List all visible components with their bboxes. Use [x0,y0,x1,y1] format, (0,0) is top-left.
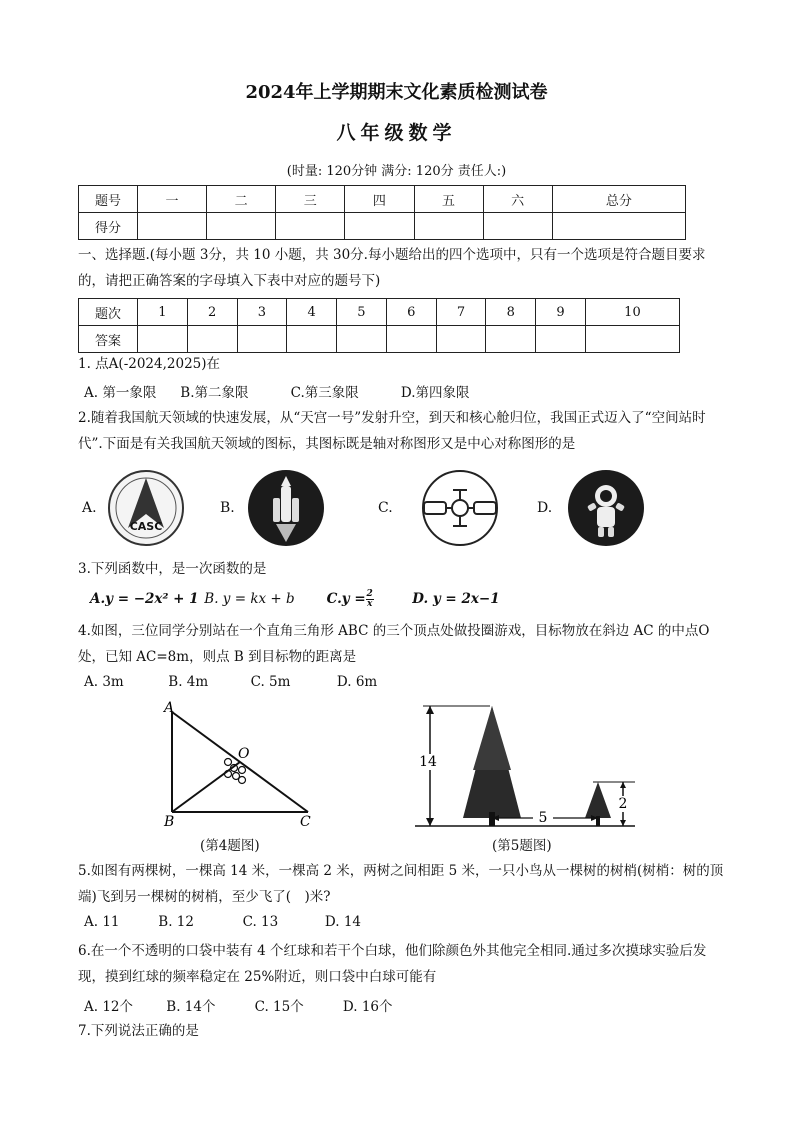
option-a[interactable]: A.y = −2x² + 1 [90,591,199,607]
vertex-b-label: B [164,814,175,830]
casc-logo-icon [106,468,186,548]
answer-cell[interactable] [486,326,536,353]
table-cell: 一 [138,186,207,213]
table-cell: 总分 [552,186,685,213]
median-bo [172,762,240,812]
score-cell[interactable] [138,213,207,240]
q2-label-a[interactable]: A. [82,500,97,516]
tall-tree-icon [463,706,521,826]
option-b[interactable]: B.第二象限 [180,385,249,401]
table-row [79,213,686,240]
answer-cell[interactable] [237,326,287,353]
table-cell: 六 [483,186,552,213]
ring-target-icon [225,759,246,784]
table-cell: 6 [386,299,436,326]
fraction [366,590,374,609]
table-row [79,186,686,213]
option-c[interactable] [327,590,374,609]
frac-den: x [366,599,373,609]
answer-cell[interactable] [187,326,237,353]
height-2-label: 2 [618,796,628,812]
q6-options [84,995,393,1015]
q6-stem: 6.在一个不透明的口袋中装有 4 个红球和若干个白球，他们除颜色外其他完全相同.通过多次摸球实验后发现，摸到红球的频率稳定在 25%附近，则口袋中白球可能有 [78,943,707,985]
option-a[interactable]: A. 11 [84,914,120,930]
table-cell: 题号 [79,186,138,213]
q2-label-d[interactable]: D. [537,500,553,516]
option-a[interactable]: A. 12个 [84,999,134,1015]
option-c[interactable]: C. 13 [242,914,279,930]
distance-5-label: 5 [538,810,548,826]
q4-stem: 4.如图，三位同学分别站在一个直角三角形 ABC 的三个顶点处做投圈游戏，目标物放在斜边 AC 的中点O处，已知 AC=8m，则点 B 到目标物的距离是 [78,623,710,665]
option-a[interactable]: A. 第一象限 [84,385,157,401]
exam-meta: (时量: 120分钟 满分: 120分 责任人:) [286,164,507,179]
trees-figure [415,700,645,835]
q3-stem: 3.下列函数中，是一次函数的是 [78,561,267,577]
rocket-logo-icon [246,468,326,548]
table-row [79,299,680,326]
table-cell: 9 [536,299,586,326]
table-cell: 二 [207,186,276,213]
exam-title: 2024年上学期期末文化素质检测试卷 [245,82,548,103]
option-d[interactable]: D. y = 2x−1 [412,591,500,607]
option-b[interactable]: B. 12 [158,914,194,930]
option-d[interactable]: D. 6m [336,674,378,690]
answer-cell[interactable] [287,326,337,353]
table-cell: 三 [276,186,345,213]
fig5-caption: (第5题图) [492,838,552,854]
table-cell: 2 [187,299,237,326]
q5-options [84,914,361,930]
table-cell: 4 [287,299,337,326]
triangle-figure [160,700,330,830]
option-b[interactable]: B. 14个 [166,999,216,1015]
table-row [79,326,680,353]
score-cell[interactable] [345,213,414,240]
table-cell: 3 [237,299,287,326]
q5-stem: 5.如图有两棵树，一棵高 14 米，一棵高 2 米，两树之间相距 5 米，一只小鸟从一棵树的树梢(树梢：树的顶端)飞到另一棵树的树梢，至少飞了( )米? [78,863,724,905]
fig4-caption: (第4题图) [200,838,260,854]
answer-table [78,298,680,353]
table-cell: 四 [345,186,414,213]
astronaut-logo-icon [566,468,646,548]
q2-label-b[interactable]: B. [220,500,235,516]
q7-stem: 7.下列说法正确的是 [78,1023,199,1039]
q4-options [84,674,377,690]
option-c[interactable]: C. 5m [250,674,291,690]
score-cell[interactable] [414,213,483,240]
score-cell[interactable] [552,213,685,240]
section1-intro: 一、选择题.(每小题 3分，共 10 小题，共 30分.每小题给出的四个选项中，只有一个选项是符合题目要求的，请把正确答案的字母填入下表中对应的题号下) [78,247,706,289]
table-cell: 5 [337,299,387,326]
answer-cell[interactable] [585,326,679,353]
q1-options [84,381,470,401]
option-c[interactable]: C. 15个 [254,999,304,1015]
table-cell: 答案 [79,326,138,353]
answer-cell[interactable] [536,326,586,353]
option-d[interactable]: D.第四象限 [400,385,470,401]
exam-subtitle: 八年级数学 [336,122,457,144]
table-cell: 8 [486,299,536,326]
option-c[interactable]: C.第三象限 [290,385,359,401]
score-table [78,185,686,240]
height-14-label: 14 [419,754,437,770]
table-cell: 得分 [79,213,138,240]
q2-label-c[interactable]: C. [378,500,393,516]
answer-cell[interactable] [337,326,387,353]
answer-cell[interactable] [386,326,436,353]
score-cell[interactable] [207,213,276,240]
table-cell: 1 [138,299,188,326]
option-d[interactable]: D. 14 [324,914,361,930]
q3-options [90,590,500,609]
answer-cell[interactable] [436,326,486,353]
table-cell: 五 [414,186,483,213]
answer-cell[interactable] [138,326,188,353]
svg-text:CASC: CASC [129,520,163,533]
point-o-label: O [238,746,250,762]
vertex-a-label: A [164,700,175,716]
option-b[interactable]: B. y = kx + b [204,591,295,607]
table-cell: 题次 [79,299,138,326]
table-cell: 10 [585,299,679,326]
score-cell[interactable] [483,213,552,240]
option-d[interactable]: D. 16个 [342,999,393,1015]
q2-stem: 2.随着我国航天领域的快速发展，从“天宫一号”发射升空，到天和核心舱归位，我国正式迈入了“空间站时代”.下面是有关我国航天领域的图标，其图标既是轴对称图形又是中心对称图形的是 [78,410,706,452]
score-cell[interactable] [276,213,345,240]
option-b[interactable]: B. 4m [168,674,209,690]
table-cell: 7 [436,299,486,326]
vertex-c-label: C [300,814,311,830]
satellite-logo-icon [420,468,500,548]
option-c-text: C.y = [326,591,366,607]
frac-num: 2 [366,589,373,599]
q1-stem: 1. 点A(-2024,2025)在 [78,356,221,372]
option-a[interactable]: A. 3m [84,674,124,690]
short-tree-icon [585,782,611,826]
